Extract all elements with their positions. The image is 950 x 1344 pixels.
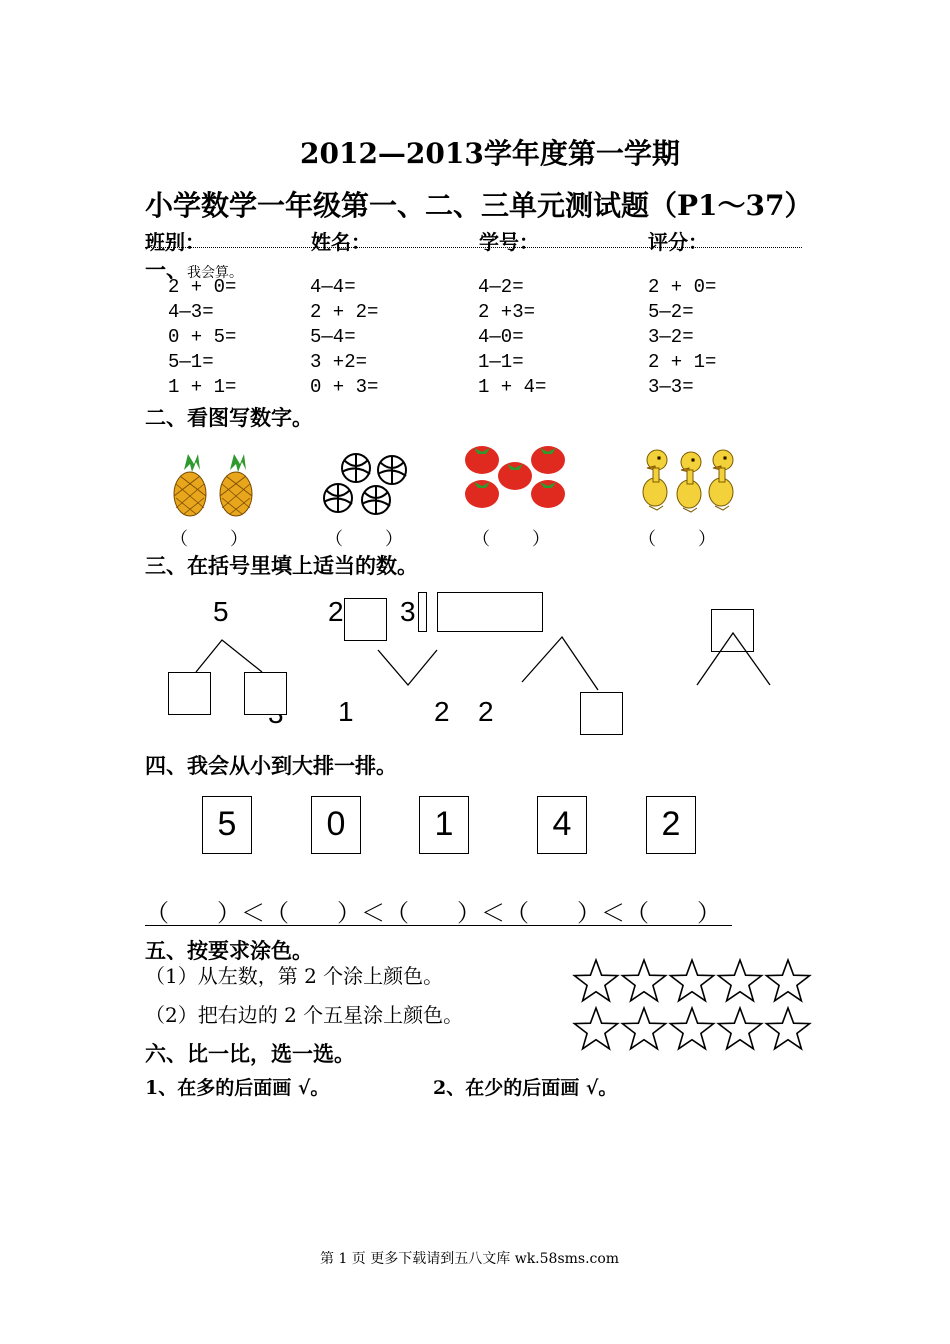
star-icon[interactable] xyxy=(670,1008,713,1049)
compare-task-1: 1、在多的后面画 √。 xyxy=(145,1077,330,1099)
star-row-2 xyxy=(572,1006,817,1052)
section-4-heading: 四、我会从小到大排一排。 xyxy=(145,753,397,778)
section-6-heading: 六、比一比，选一选。 xyxy=(145,1041,355,1066)
equation: 0 + 5= xyxy=(168,326,237,348)
answer-blank[interactable]: （ ） xyxy=(170,529,250,550)
answer-box[interactable] xyxy=(244,672,287,715)
number-card: 1 xyxy=(419,796,469,854)
star-icon[interactable] xyxy=(766,1008,809,1049)
equation: 4—3= xyxy=(168,301,214,323)
page-subtitle: 小学数学一年级第一、二、三单元测试题（P1～37） xyxy=(145,189,813,222)
equation: 2 + 1= xyxy=(648,351,717,373)
bond-part-number: 2 xyxy=(478,696,494,727)
compare-task-2: 2、在少的后面画 √。 xyxy=(433,1077,618,1099)
section-1-title: 我会算。 xyxy=(187,265,243,281)
star-row-1 xyxy=(572,958,817,1004)
equation: 1 + 1= xyxy=(168,376,237,398)
bond-part-number: 2 xyxy=(434,696,450,727)
coloring-task-1: （1）从左数，第 2 个涂上颜色。 xyxy=(145,964,444,988)
star-icon[interactable] xyxy=(574,1008,617,1049)
answer-blank[interactable]: （ ） xyxy=(325,529,405,550)
star-icon[interactable] xyxy=(622,960,665,1001)
section-2-heading: 二、看图写数字。 xyxy=(145,405,313,430)
page-footer: 第 1 页 更多下载请到五八文库 wk.58sms.com xyxy=(320,1251,620,1267)
section-5-heading: 五、按要求涂色。 xyxy=(145,938,313,963)
bond-top-number: 5 xyxy=(213,596,229,627)
equation: 2 + 2= xyxy=(310,301,379,323)
order-underline xyxy=(145,925,732,926)
equation: 2 + 0= xyxy=(648,276,717,298)
coloring-task-2: （2）把右边的 2 个五星涂上颜色。 xyxy=(145,1003,464,1027)
answer-blank[interactable]: （ ） xyxy=(638,529,718,550)
number-card: 2 xyxy=(646,796,696,854)
star-icon[interactable] xyxy=(766,960,809,1001)
student-number-label: 学号： xyxy=(479,230,539,254)
equation: 1 + 4= xyxy=(478,376,547,398)
number-card: 0 xyxy=(311,796,361,854)
equation: 4—4= xyxy=(310,276,356,298)
answer-box[interactable] xyxy=(580,692,623,735)
answer-box[interactable] xyxy=(344,598,387,641)
answer-box[interactable] xyxy=(418,592,427,632)
bond-part-number: 1 xyxy=(338,696,354,727)
equation: 1—1= xyxy=(478,351,524,373)
star-icon[interactable] xyxy=(670,960,713,1001)
number-card: 4 xyxy=(537,796,587,854)
class-label: 班别： xyxy=(145,230,205,254)
star-icon[interactable] xyxy=(718,960,761,1001)
answer-box[interactable] xyxy=(711,609,754,652)
bond-top-number: 2 xyxy=(328,596,344,627)
equation: 3—3= xyxy=(648,376,694,398)
equation: 3—2= xyxy=(648,326,694,348)
equation: 2 +3= xyxy=(478,301,536,323)
answer-box[interactable] xyxy=(168,672,211,715)
section-1-number: 一、 xyxy=(145,257,187,282)
star-icon[interactable] xyxy=(622,1008,665,1049)
equation: 5—2= xyxy=(648,301,694,323)
score-label: 评分： xyxy=(648,230,708,254)
order-answer-line[interactable]: （ ）＜（ ）＜（ ）＜（ ）＜（ ） xyxy=(145,899,721,927)
section-3-heading: 三、在括号里填上适当的数。 xyxy=(145,553,418,578)
equation: 2 + 0= xyxy=(168,276,237,298)
equation: 0 + 3= xyxy=(310,376,379,398)
answer-box[interactable] xyxy=(437,592,543,632)
number-card: 5 xyxy=(202,796,252,854)
star-icon[interactable] xyxy=(718,1008,761,1049)
page-title: 2012—2013学年度第一学期 xyxy=(300,137,680,170)
name-label: 姓名： xyxy=(311,230,371,254)
star-icon[interactable] xyxy=(574,960,617,1001)
equation: 4—2= xyxy=(478,276,524,298)
equation: 3 +2= xyxy=(310,351,368,373)
answer-blank[interactable]: （ ） xyxy=(472,529,552,550)
equation: 4—0= xyxy=(478,326,524,348)
equation: 5—1= xyxy=(168,351,214,373)
equation: 5—4= xyxy=(310,326,356,348)
bond-top-number: 3 xyxy=(400,596,416,627)
